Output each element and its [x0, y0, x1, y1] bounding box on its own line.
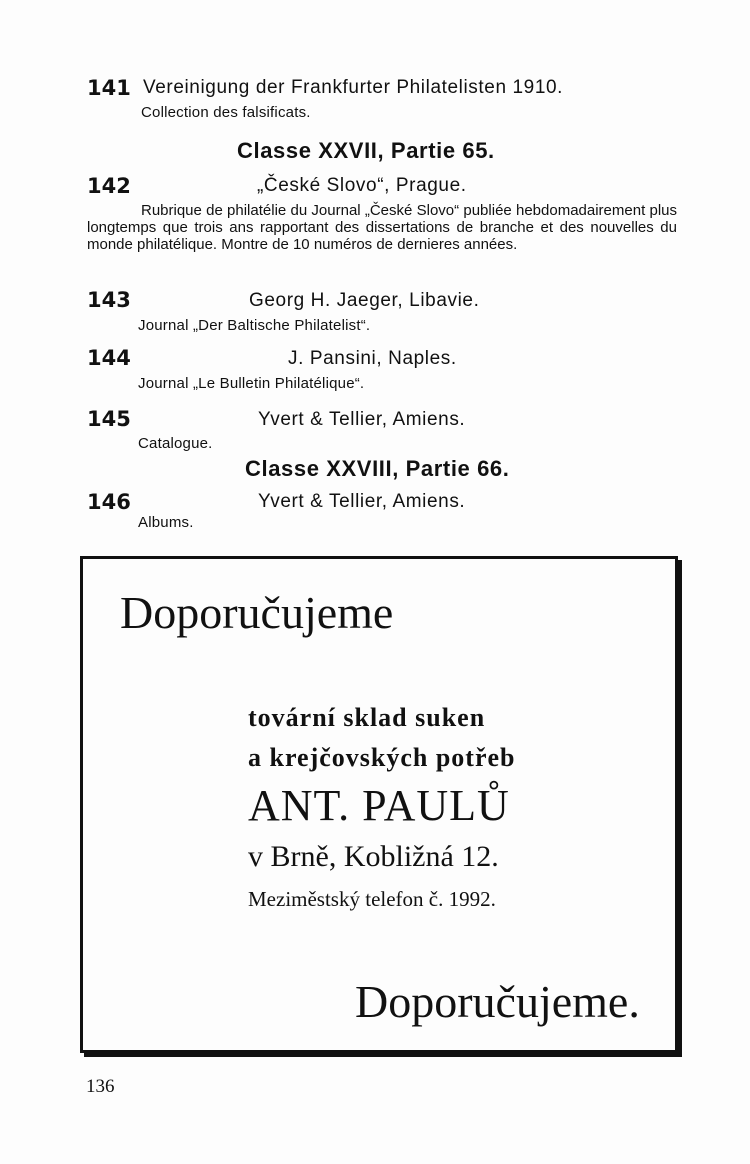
class-heading: Classe XXVII, Partie 65.	[237, 138, 495, 163]
entry-title: „České Slovo“, Prague.	[257, 175, 467, 196]
entry-description: Journal „Le Bulletin Philatélique“.	[138, 375, 365, 392]
page-number: 136	[86, 1076, 115, 1097]
entry-description: Collection des falsificats.	[141, 104, 311, 121]
entry-number: 141	[87, 76, 131, 100]
class-heading: Classe XXVIII, Partie 66.	[245, 456, 510, 481]
entry-title: Vereinigung der Frankfurter Philatelisten 1910.	[143, 77, 564, 98]
entry-description: Catalogue.	[138, 435, 213, 452]
ad-shadow	[678, 560, 682, 1057]
ad-telephone: Meziměstský telefon č. 1992.	[248, 887, 496, 911]
entry-number: 144	[87, 346, 131, 370]
entry-title: Georg H. Jaeger, Libavie.	[249, 290, 480, 311]
entry-number: 142	[87, 174, 131, 198]
entry-description: Journal „Der Baltische Philatelist“.	[138, 317, 371, 334]
entry-title: Yvert & Tellier, Amiens.	[258, 409, 466, 430]
entry-number: 146	[87, 490, 131, 514]
entry-number: 143	[87, 288, 131, 312]
entry-paragraph: Rubrique de philatélie du Journal „České Slovo“ publiée hebdomadairement plus longtemps que trois ans rapportant des dissertations de branche et des nouvelles du monde philatélique. Montre de 10 numéros de dernieres années.	[87, 202, 677, 253]
ad-shadow	[84, 1053, 682, 1057]
entry-description: Albums.	[138, 514, 194, 531]
ad-headline-bottom: Doporučujeme.	[355, 976, 640, 1027]
entry-title: Yvert & Tellier, Amiens.	[258, 491, 466, 512]
ad-address: v Brně, Kobližná 12.	[248, 840, 499, 873]
ad-headline-top: Doporučujeme	[120, 587, 394, 638]
ad-line-1: tovární sklad suken	[248, 703, 486, 732]
ad-merchant-name: ANT. PAULŮ	[248, 781, 510, 830]
entry-title: J. Pansini, Naples.	[288, 348, 457, 369]
ad-line-2: a krejčovských potřeb	[248, 743, 516, 772]
entry-number: 145	[87, 407, 131, 431]
